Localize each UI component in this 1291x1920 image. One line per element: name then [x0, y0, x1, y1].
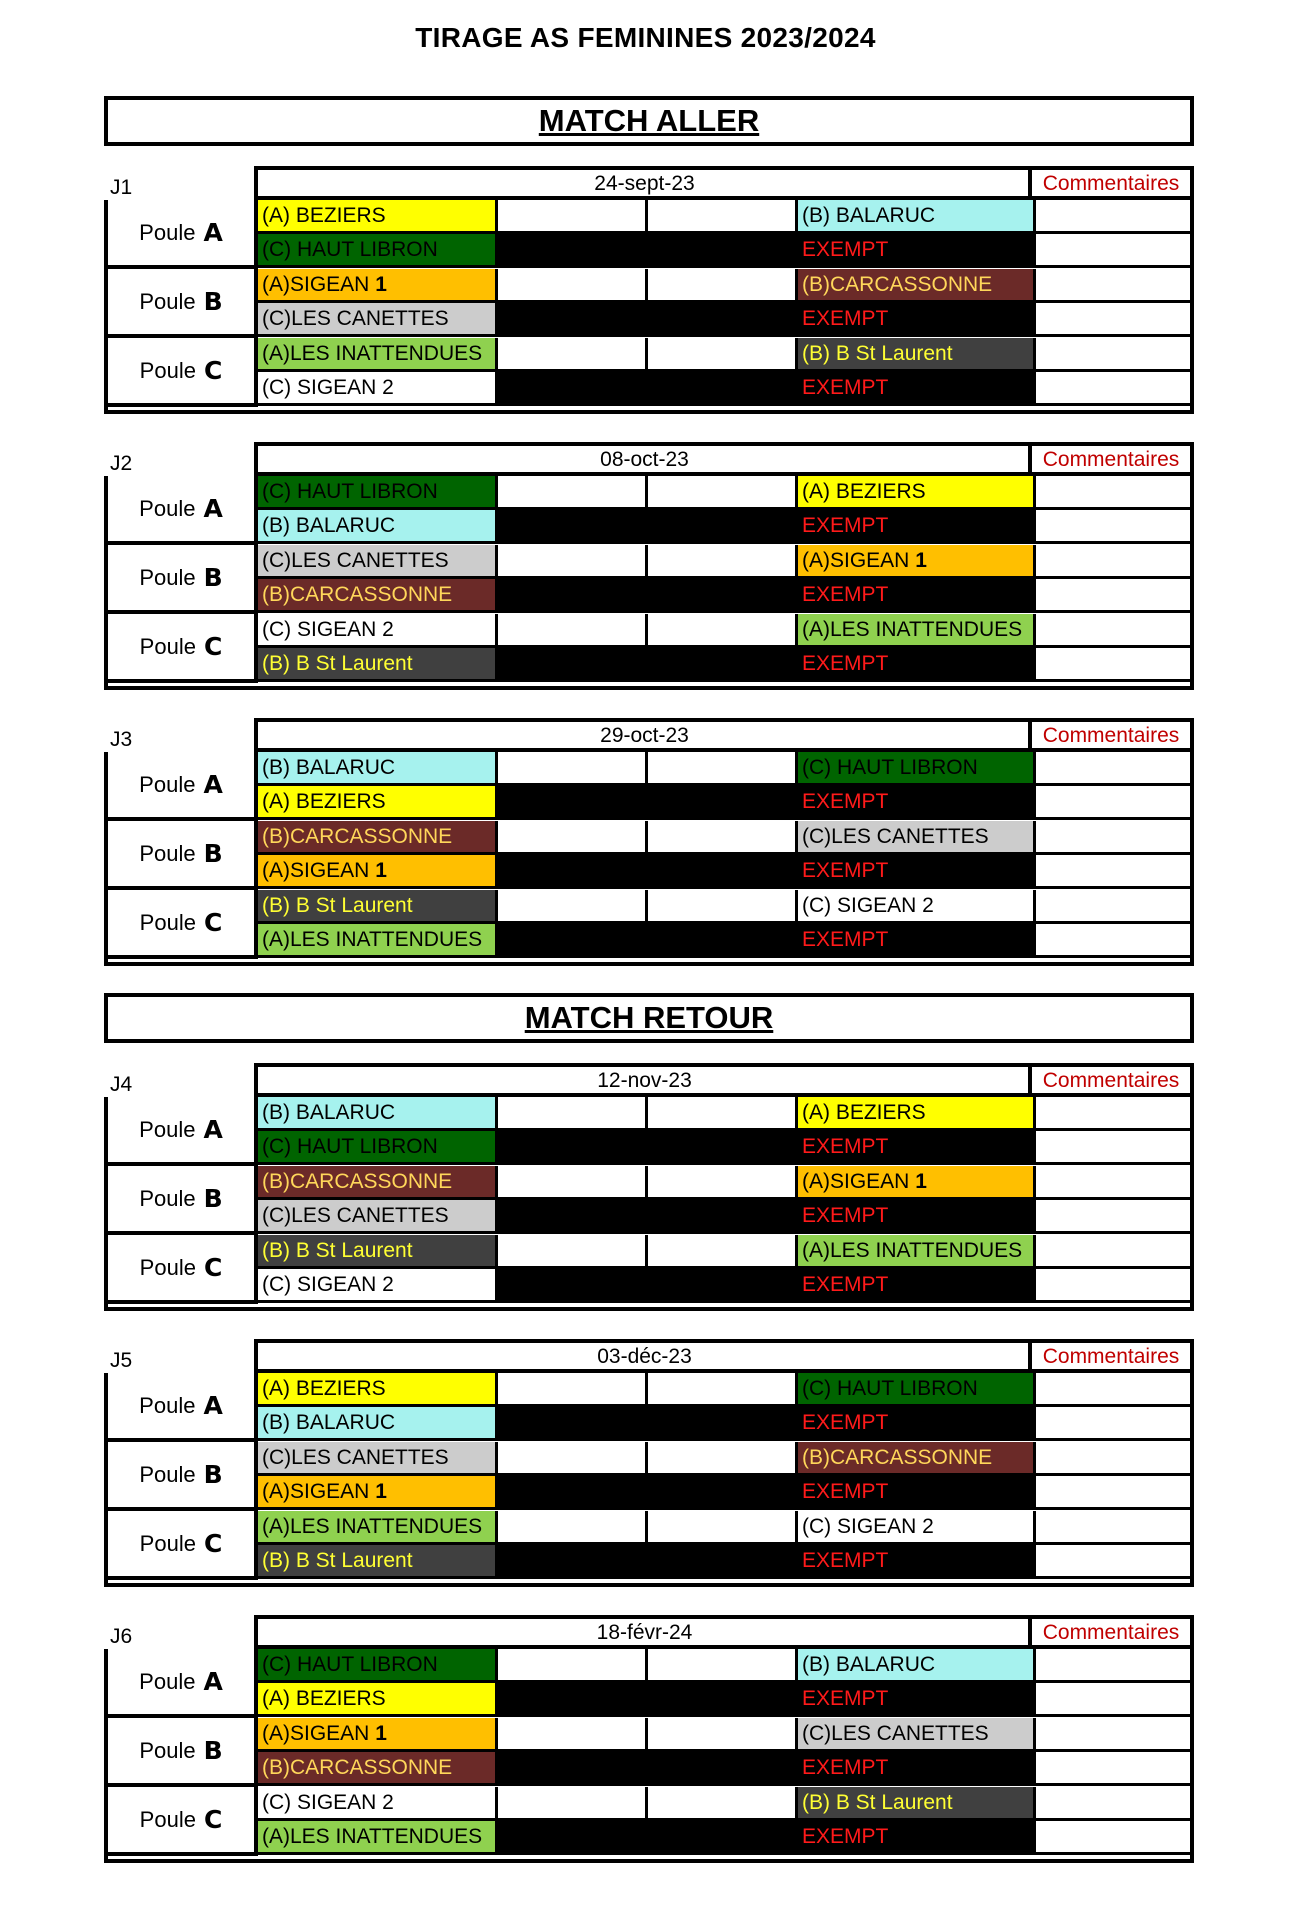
poule-word: Poule [139, 1116, 196, 1142]
score-away-input[interactable] [648, 1787, 798, 1821]
exempt-row [258, 579, 1190, 613]
exempt-label: EXEMPT [802, 514, 889, 537]
score-home-input[interactable] [498, 890, 648, 924]
score-home-input[interactable] [498, 1442, 648, 1476]
fixture-row [258, 269, 1190, 303]
fixtures-grid [104, 1097, 1194, 1311]
comment-cell[interactable] [1036, 1407, 1190, 1441]
score-home-input[interactable] [498, 1511, 648, 1545]
poule-word: Poule [139, 1254, 196, 1280]
fixtures-grid [104, 752, 1194, 966]
exempt-team: (A) BEZIERS [258, 1683, 498, 1717]
fixture-row [258, 1511, 1190, 1545]
exempt-row [258, 786, 1190, 820]
comment-cell[interactable] [1036, 200, 1190, 234]
home-team: (B) BALARUC [258, 752, 498, 786]
home-team: (C)LES CANETTES [258, 1442, 498, 1476]
poule-label-c [108, 890, 258, 959]
poule-label-c [108, 338, 258, 407]
exempt-label: EXEMPT [802, 1549, 889, 1572]
poule-label-b [108, 269, 258, 338]
journee-label: J3 [110, 728, 133, 751]
journee-block-j5 [104, 1339, 1194, 1587]
poule-letter: A [203, 1667, 223, 1696]
poule-letter: C [203, 908, 223, 937]
score-home-input[interactable] [498, 1718, 648, 1752]
exempt-team: (A) BEZIERS [258, 786, 498, 820]
home-team: (A)SIGEAN 1 [258, 1718, 498, 1752]
poule-word: Poule [139, 909, 196, 935]
banner-match-retour-text: MATCH RETOUR [524, 1000, 774, 1035]
exempt-team: (C)LES CANETTES [258, 1200, 498, 1234]
score-away-input[interactable] [648, 1649, 798, 1683]
exempt-label: EXEMPT [802, 652, 889, 675]
journee-date: 08-oct-23 [254, 442, 1031, 476]
comment-cell[interactable] [1036, 821, 1190, 855]
poule-label-a [108, 752, 258, 821]
fixtures-grid [104, 1649, 1194, 1863]
poule-letter: A [203, 1391, 223, 1420]
away-team: (A)SIGEAN 1 [798, 545, 1036, 579]
comment-cell[interactable] [1036, 1442, 1190, 1476]
away-team: (B) B St Laurent [798, 1787, 1036, 1821]
home-team: (B)CARCASSONNE [258, 1166, 498, 1200]
exempt-row [258, 648, 1190, 682]
journee-label: J6 [110, 1625, 133, 1648]
comment-header: Commentaires [1028, 718, 1194, 752]
comment-header: Commentaires [1028, 1615, 1194, 1649]
score-home-input[interactable] [498, 476, 648, 510]
poule-label-a [108, 476, 258, 545]
exempt-label: EXEMPT [802, 583, 889, 606]
exempt-label: EXEMPT [802, 1825, 889, 1848]
score-home-input[interactable] [498, 821, 648, 855]
exempt-row [258, 1200, 1190, 1234]
exempt-row [258, 1683, 1190, 1717]
poule-word: Poule [139, 1806, 196, 1832]
score-home-input[interactable] [498, 338, 648, 372]
away-team: (B)CARCASSONNE [798, 1442, 1036, 1476]
comment-cell[interactable] [1036, 1649, 1190, 1683]
score-away-input[interactable] [648, 338, 798, 372]
journee-date: 24-sept-23 [254, 166, 1031, 200]
poule-label-a [108, 1373, 258, 1442]
fixture-row [258, 890, 1190, 924]
comment-cell[interactable] [1036, 786, 1190, 820]
exempt-team: (B) BALARUC [258, 510, 498, 544]
fixture-row [258, 1235, 1190, 1269]
away-team: (A)LES INATTENDUES [798, 614, 1036, 648]
score-away-input[interactable] [648, 545, 798, 579]
poule-letter: B [203, 563, 223, 592]
poule-label-b [108, 1166, 258, 1235]
exempt-team: (C) HAUT LIBRON [258, 1131, 498, 1165]
poule-letter: A [203, 494, 223, 523]
comment-cell[interactable] [1036, 1235, 1190, 1269]
home-team: (C) SIGEAN 2 [258, 614, 498, 648]
comment-cell[interactable] [1036, 1821, 1190, 1855]
poule-label-c [108, 1235, 258, 1304]
home-team: (B)CARCASSONNE [258, 821, 498, 855]
poule-label-a [108, 1649, 258, 1718]
poule-letter: A [203, 1115, 223, 1144]
comment-cell[interactable] [1036, 1373, 1190, 1407]
score-away-input[interactable] [648, 1235, 798, 1269]
fixture-row [258, 200, 1190, 234]
poule-label-b [108, 1442, 258, 1511]
exempt-row [258, 924, 1190, 958]
journee-block-j3 [104, 718, 1194, 966]
score-home-input[interactable] [498, 752, 648, 786]
poule-word: Poule [139, 288, 196, 314]
home-team: (C)LES CANETTES [258, 545, 498, 579]
journee-label: J2 [110, 452, 133, 475]
away-team: (C) SIGEAN 2 [798, 1511, 1036, 1545]
fixtures-grid [104, 476, 1194, 690]
score-home-input[interactable] [498, 1166, 648, 1200]
exempt-row [258, 1752, 1190, 1786]
comment-cell[interactable] [1036, 1787, 1190, 1821]
home-team: (A)LES INATTENDUES [258, 338, 498, 372]
journee-label: J1 [110, 176, 133, 199]
poule-letter: C [203, 1805, 223, 1834]
exempt-team: (A)LES INATTENDUES [258, 1821, 498, 1855]
exempt-team: (B) B St Laurent [258, 1545, 498, 1579]
journee-date: 03-déc-23 [254, 1339, 1031, 1373]
journee-date: 18-févr-24 [254, 1615, 1031, 1649]
exempt-row [258, 855, 1190, 889]
poule-letter: B [203, 1736, 223, 1765]
journee-date: 12-nov-23 [254, 1063, 1031, 1097]
poule-label-c [108, 1511, 258, 1580]
comment-cell[interactable] [1036, 1476, 1190, 1510]
score-home-input[interactable] [498, 1649, 648, 1683]
comment-cell[interactable] [1036, 372, 1190, 406]
away-team: (C)LES CANETTES [798, 1718, 1036, 1752]
exempt-row [258, 1821, 1190, 1855]
comment-cell[interactable] [1036, 855, 1190, 889]
poule-letter: A [203, 218, 223, 247]
score-away-input[interactable] [648, 1373, 798, 1407]
score-away-input[interactable] [648, 1166, 798, 1200]
away-team: (A) BEZIERS [798, 1097, 1036, 1131]
exempt-team: (B) B St Laurent [258, 648, 498, 682]
fixture-row [258, 821, 1190, 855]
exempt-label: EXEMPT [802, 1273, 889, 1296]
comment-header: Commentaires [1028, 1339, 1194, 1373]
exempt-team: (B) BALARUC [258, 1407, 498, 1441]
poule-label-b [108, 1718, 258, 1787]
score-away-input[interactable] [648, 752, 798, 786]
comment-cell[interactable] [1036, 510, 1190, 544]
away-team: (B) BALARUC [798, 1649, 1036, 1683]
exempt-label: EXEMPT [802, 307, 889, 330]
comment-cell[interactable] [1036, 1269, 1190, 1303]
home-team: (A)SIGEAN 1 [258, 269, 498, 303]
fixtures-grid [104, 200, 1194, 414]
exempt-row [258, 1476, 1190, 1510]
exempt-team: (A)SIGEAN 1 [258, 855, 498, 889]
poule-word: Poule [139, 219, 196, 245]
score-away-input[interactable] [648, 476, 798, 510]
comment-cell[interactable] [1036, 1752, 1190, 1786]
comment-header: Commentaires [1028, 442, 1194, 476]
poule-letter: C [203, 1253, 223, 1282]
comment-cell[interactable] [1036, 269, 1190, 303]
poule-word: Poule [139, 1185, 196, 1211]
comment-cell[interactable] [1036, 614, 1190, 648]
score-away-input[interactable] [648, 890, 798, 924]
poule-letter: A [203, 770, 223, 799]
score-home-input[interactable] [498, 269, 648, 303]
home-team: (A) BEZIERS [258, 200, 498, 234]
exempt-label: EXEMPT [802, 859, 889, 882]
journee-block-j6 [104, 1615, 1194, 1863]
home-team: (B) B St Laurent [258, 1235, 498, 1269]
journee-block-j4 [104, 1063, 1194, 1311]
exempt-label: EXEMPT [802, 1204, 889, 1227]
poule-label-a [108, 1097, 258, 1166]
poule-word: Poule [139, 1461, 196, 1487]
comment-cell[interactable] [1036, 752, 1190, 786]
fixture-row [258, 1442, 1190, 1476]
comment-cell[interactable] [1036, 1166, 1190, 1200]
fixture-row [258, 1718, 1190, 1752]
exempt-team: (C)LES CANETTES [258, 303, 498, 337]
journee-block-j1 [104, 166, 1194, 414]
comment-header: Commentaires [1028, 1063, 1194, 1097]
comment-cell[interactable] [1036, 476, 1190, 510]
poule-letter: B [203, 287, 223, 316]
score-home-input[interactable] [498, 200, 648, 234]
home-team: (A) BEZIERS [258, 1373, 498, 1407]
comment-cell[interactable] [1036, 545, 1190, 579]
home-team: (A)LES INATTENDUES [258, 1511, 498, 1545]
comment-cell[interactable] [1036, 303, 1190, 337]
score-away-input[interactable] [648, 269, 798, 303]
score-away-input[interactable] [648, 614, 798, 648]
poule-word: Poule [139, 564, 196, 590]
away-team: (A)LES INATTENDUES [798, 1235, 1036, 1269]
away-team: (A) BEZIERS [798, 476, 1036, 510]
comment-cell[interactable] [1036, 234, 1190, 268]
poule-label-a [108, 200, 258, 269]
score-home-input[interactable] [498, 1235, 648, 1269]
exempt-team: (B)CARCASSONNE [258, 579, 498, 613]
journee-label: J4 [110, 1073, 133, 1096]
score-home-input[interactable] [498, 1373, 648, 1407]
journee-block-j2 [104, 442, 1194, 690]
exempt-team: (B)CARCASSONNE [258, 1752, 498, 1786]
poule-word: Poule [139, 1737, 196, 1763]
fixture-row [258, 1097, 1190, 1131]
comment-cell[interactable] [1036, 648, 1190, 682]
fixture-row [258, 338, 1190, 372]
exempt-team: (C) SIGEAN 2 [258, 372, 498, 406]
home-team: (C) HAUT LIBRON [258, 1649, 498, 1683]
poule-label-b [108, 821, 258, 890]
fixture-row [258, 752, 1190, 786]
comment-cell[interactable] [1036, 1131, 1190, 1165]
fixtures-grid [104, 1373, 1194, 1587]
score-away-input[interactable] [648, 200, 798, 234]
comment-cell[interactable] [1036, 579, 1190, 613]
fixture-row [258, 1166, 1190, 1200]
exempt-row [258, 1407, 1190, 1441]
comment-cell[interactable] [1036, 1200, 1190, 1234]
exempt-row [258, 303, 1190, 337]
away-team: (B) BALARUC [798, 200, 1036, 234]
poule-letter: C [203, 632, 223, 661]
away-team: (C) HAUT LIBRON [798, 1373, 1036, 1407]
fixture-row [258, 1373, 1190, 1407]
home-team: (C) SIGEAN 2 [258, 1787, 498, 1821]
poule-word: Poule [139, 1530, 196, 1556]
fixture-row [258, 1787, 1190, 1821]
exempt-label: EXEMPT [802, 1135, 889, 1158]
exempt-label: EXEMPT [802, 1687, 889, 1710]
poule-word: Poule [139, 771, 196, 797]
fixture-row [258, 1649, 1190, 1683]
poule-label-c [108, 614, 258, 683]
comment-cell[interactable] [1036, 924, 1190, 958]
exempt-label: EXEMPT [802, 790, 889, 813]
banner-match-aller [104, 96, 1194, 146]
comment-cell[interactable] [1036, 1511, 1190, 1545]
away-team: (B)CARCASSONNE [798, 269, 1036, 303]
score-home-input[interactable] [498, 614, 648, 648]
poule-letter: C [203, 356, 223, 385]
away-team: (C) SIGEAN 2 [798, 890, 1036, 924]
poule-word: Poule [139, 495, 196, 521]
comment-cell[interactable] [1036, 1683, 1190, 1717]
banner-match-retour [104, 993, 1194, 1043]
exempt-label: EXEMPT [802, 1756, 889, 1779]
exempt-row [258, 372, 1190, 406]
exempt-team: (C) SIGEAN 2 [258, 1269, 498, 1303]
exempt-row [258, 234, 1190, 268]
score-away-input[interactable] [648, 1097, 798, 1131]
score-away-input[interactable] [648, 821, 798, 855]
exempt-team: (C) HAUT LIBRON [258, 234, 498, 268]
poule-label-b [108, 545, 258, 614]
comment-header: Commentaires [1028, 166, 1194, 200]
poule-label-c [108, 1787, 258, 1856]
poule-word: Poule [139, 1392, 196, 1418]
poule-word: Poule [139, 357, 196, 383]
journee-date: 29-oct-23 [254, 718, 1031, 752]
exempt-team: (A)SIGEAN 1 [258, 1476, 498, 1510]
away-team: (C) HAUT LIBRON [798, 752, 1036, 786]
exempt-label: EXEMPT [802, 1411, 889, 1434]
exempt-label: EXEMPT [802, 928, 889, 951]
page-title: TIRAGE AS FEMININES 2023/2024 [415, 22, 876, 53]
comment-cell[interactable] [1036, 1545, 1190, 1579]
exempt-row [258, 1545, 1190, 1579]
poule-word: Poule [139, 1668, 196, 1694]
comment-cell[interactable] [1036, 1718, 1190, 1752]
comment-cell[interactable] [1036, 890, 1190, 924]
exempt-row [258, 1269, 1190, 1303]
home-team: (B) BALARUC [258, 1097, 498, 1131]
away-team: (A)SIGEAN 1 [798, 1166, 1036, 1200]
fixture-row [258, 476, 1190, 510]
score-home-input[interactable] [498, 545, 648, 579]
comment-cell[interactable] [1036, 338, 1190, 372]
exempt-row [258, 1131, 1190, 1165]
home-team: (C) HAUT LIBRON [258, 476, 498, 510]
poule-word: Poule [139, 633, 196, 659]
exempt-label: EXEMPT [802, 1480, 889, 1503]
poule-letter: B [203, 839, 223, 868]
poule-letter: B [203, 1460, 223, 1489]
score-home-input[interactable] [498, 1097, 648, 1131]
score-home-input[interactable] [498, 1787, 648, 1821]
away-team: (B) B St Laurent [798, 338, 1036, 372]
exempt-label: EXEMPT [802, 376, 889, 399]
home-team: (B) B St Laurent [258, 890, 498, 924]
score-away-input[interactable] [648, 1442, 798, 1476]
exempt-team: (A)LES INATTENDUES [258, 924, 498, 958]
fixture-row [258, 614, 1190, 648]
fixture-row [258, 545, 1190, 579]
poule-letter: B [203, 1184, 223, 1213]
poule-word: Poule [139, 840, 196, 866]
banner-match-aller-text: MATCH ALLER [538, 103, 760, 138]
poule-letter: C [203, 1529, 223, 1558]
away-team: (C)LES CANETTES [798, 821, 1036, 855]
score-away-input[interactable] [648, 1718, 798, 1752]
journee-label: J5 [110, 1349, 133, 1372]
score-away-input[interactable] [648, 1511, 798, 1545]
exempt-label: EXEMPT [802, 238, 889, 261]
comment-cell[interactable] [1036, 1097, 1190, 1131]
exempt-row [258, 510, 1190, 544]
